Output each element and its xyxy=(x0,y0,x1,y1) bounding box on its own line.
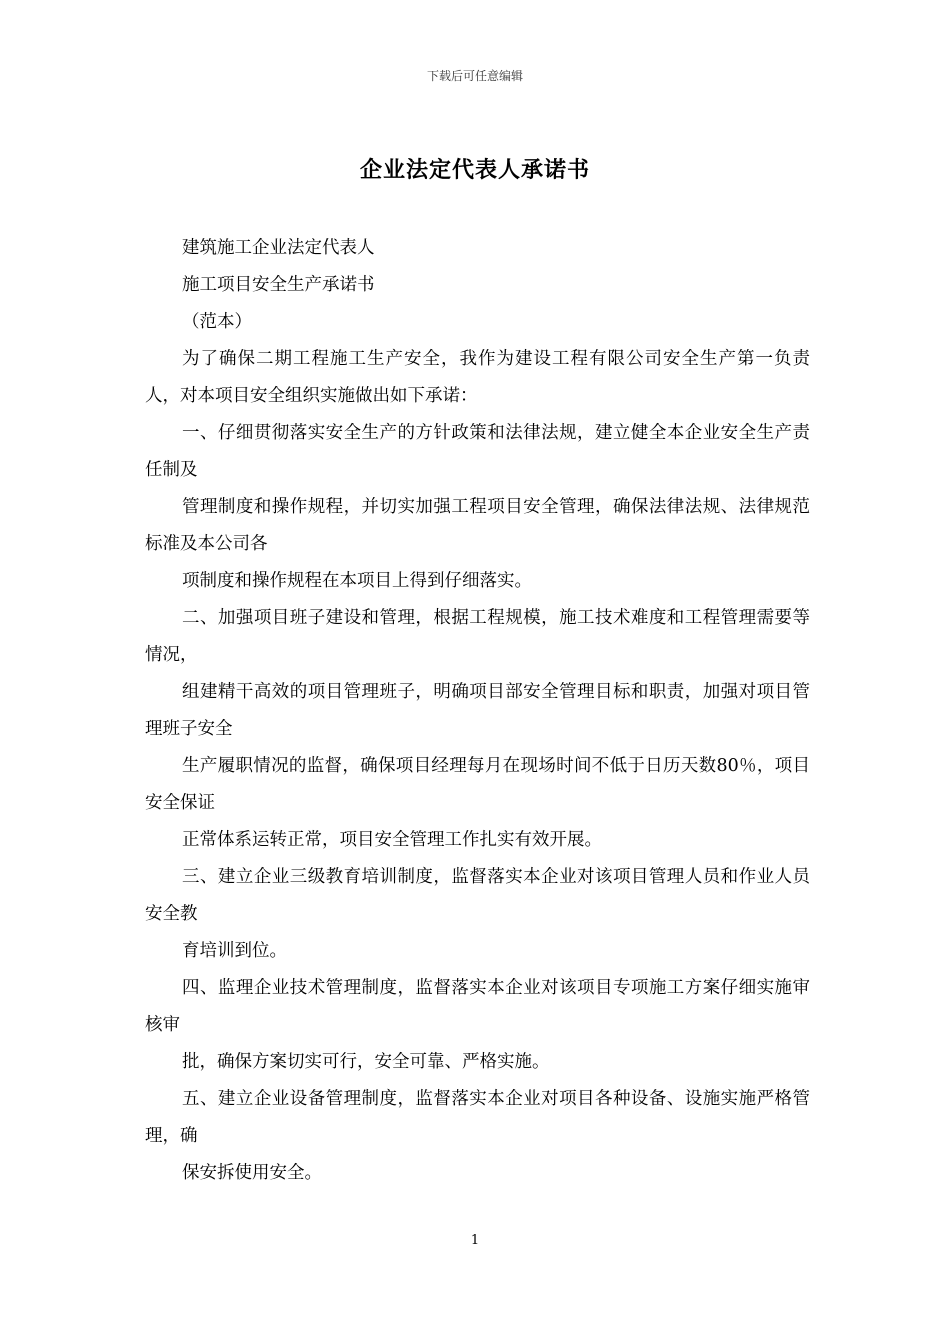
clause-1-part-2: 管理制度和操作规程，并切实加强工程项目安全管理，确保法律法规、法律规范标准及本公司各 xyxy=(145,497,810,554)
clause-5-part-1: 五、建立企业设备管理制度，监督落实本企业对项目各种设备、设施实施严格管理，确 xyxy=(145,1089,810,1146)
clause-2-part-3: 生产履职情况的监督，确保项目经理每月在现场时间不低于日历天数80％，项目安全保证 xyxy=(145,756,810,813)
clause-3-part-1: 三、建立企业三级教育培训制度，监督落实本企业对该项目管理人员和作业人员安全教 xyxy=(145,867,810,924)
clause-4-part-1: 四、监理企业技术管理制度，监督落实本企业对该项目专项施工方案仔细实施审核审 xyxy=(145,978,810,1035)
document-body xyxy=(145,230,810,1192)
clause-5-part-2: 保安拆使用安全。 xyxy=(182,1163,322,1183)
clause-3-part-2: 育培训到位。 xyxy=(182,941,287,961)
subtitle-sample-note: （范本） xyxy=(182,312,252,332)
page-header: 下载后可任意编辑 xyxy=(426,69,523,83)
page-number: 1 xyxy=(470,1233,480,1248)
subtitle-line-2: 施工项目安全生产承诺书 xyxy=(182,275,375,295)
clause-4-part-2: 批，确保方案切实可行，安全可靠、严格实施。 xyxy=(182,1052,550,1072)
subtitle-line-1: 建筑施工企业法定代表人 xyxy=(182,238,375,258)
clause-2-part-2: 组建精干高效的项目管理班子，明确项目部安全管理目标和职责，加强对项目管理班子安全 xyxy=(145,682,810,739)
intro-paragraph: 为了确保二期工程施工生产安全，我作为建设工程有限公司安全生产第一负责人，对本项目安全组织实施做出如下承诺： xyxy=(145,349,810,406)
clause-1-part-3: 项制度和操作规程在本项目上得到仔细落实。 xyxy=(182,571,532,591)
clause-2-part-4: 正常体系运转正常，项目安全管理工作扎实有效开展。 xyxy=(182,830,602,850)
clause-2-part-1: 二、加强项目班子建设和管理，根据工程规模，施工技术难度和工程管理需要等情况， xyxy=(145,608,810,665)
clause-1-part-1: 一、仔细贯彻落实安全生产的方针政策和法律法规，建立健全本企业安全生产责任制及 xyxy=(145,423,810,480)
document-title: 企业法定代表人承诺书 xyxy=(359,157,590,183)
